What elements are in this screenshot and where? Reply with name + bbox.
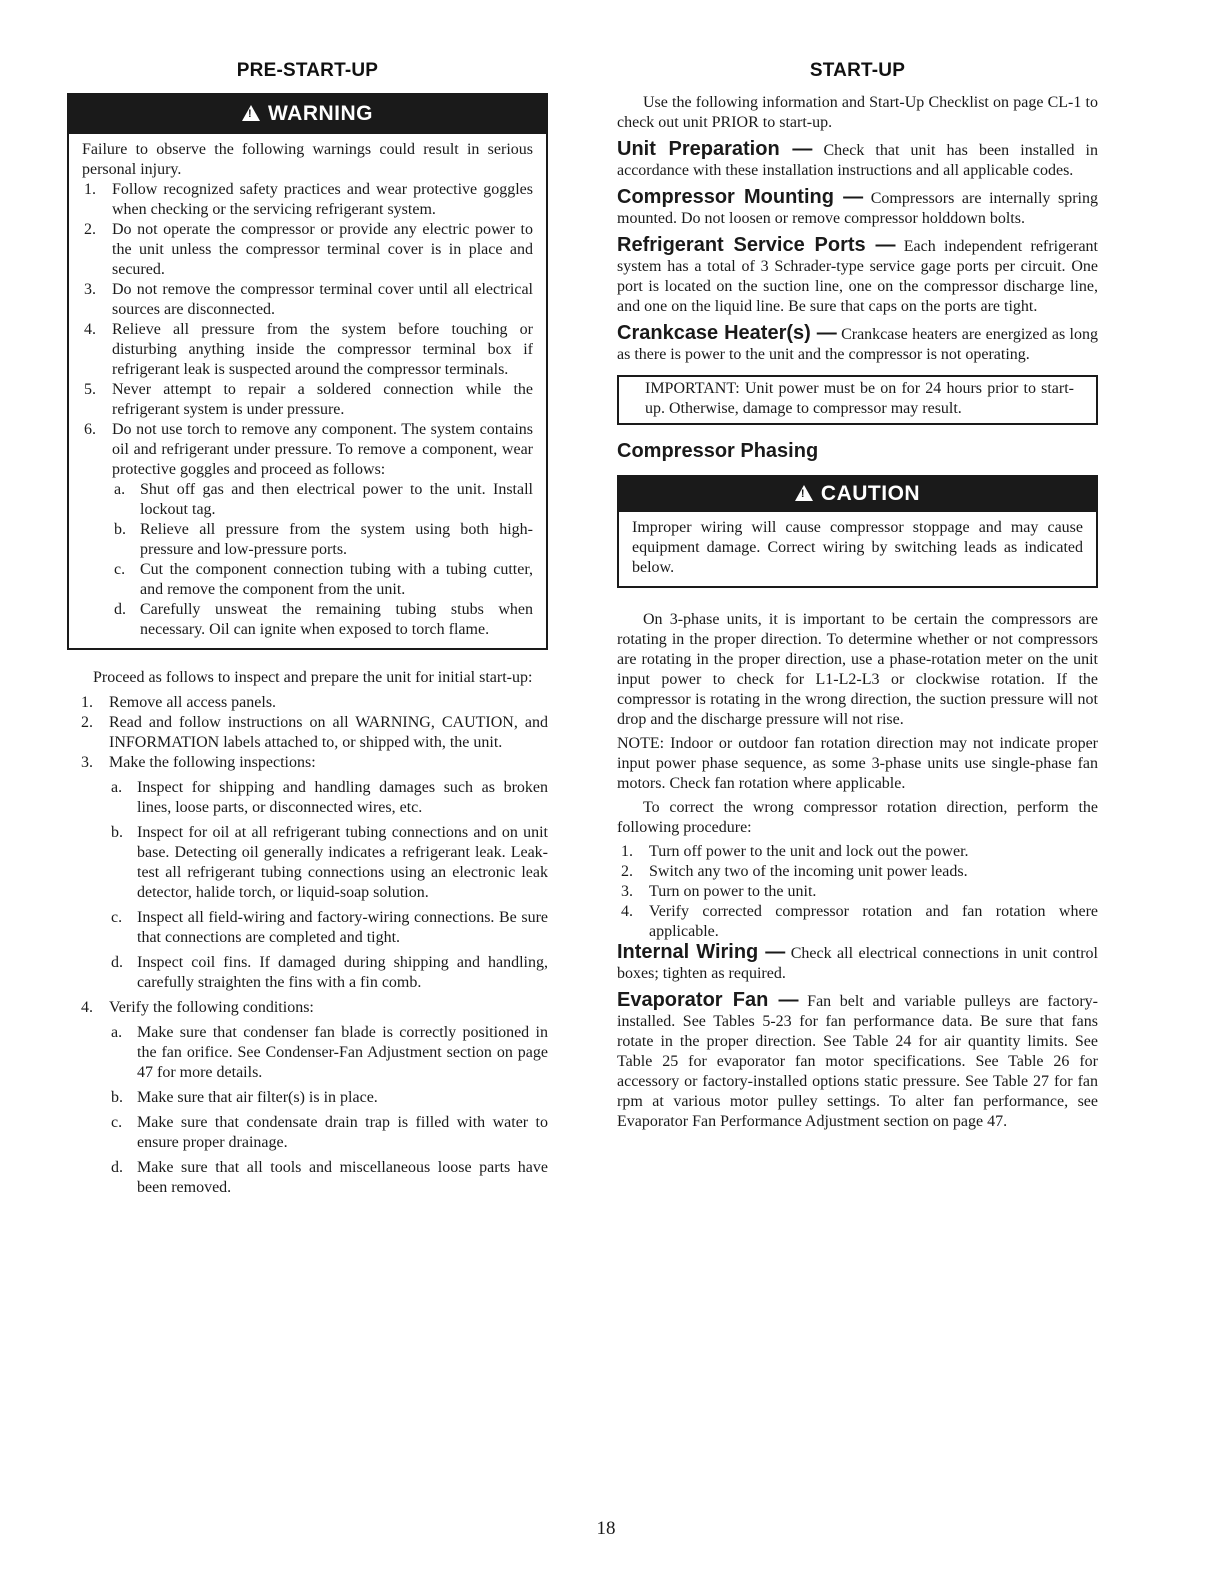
list-item: a. Shut off gas and then electrical power to the unit. Install lockout tag. — [114, 481, 533, 518]
warning-body — [69, 134, 546, 648]
list-item: 2. Read and follow instructions on all WARNING, CAUTION, and INFORMATION labels attached to, or shipped with, the unit. — [81, 714, 548, 751]
warning-list — [82, 180, 533, 640]
list-item: c. Inspect all field-wiring and factory-wiring connections. Be sure that connections are completed and tight. — [111, 909, 548, 946]
list-item: 3. Turn on power to the unit. — [621, 883, 817, 900]
list-item: 3. Do not remove the compressor terminal cover until all electrical sources are disconnected. — [84, 281, 533, 318]
list-item: 1. Turn off power to the unit and lock out the power. — [621, 843, 969, 860]
caution-triangle-icon — [795, 485, 813, 501]
right-column — [617, 60, 1098, 1138]
warning-triangle-icon — [242, 105, 260, 121]
phase-rotation-paragraph: On 3-phase units, it is important to be certain the compressors are rotating in the proper direction. To determine whether or not compressors are rotating in the proper direction, use a phase-rotation meter on the unit input power to check for L1-L2-L3 or clockwise rotation. If the compressor is rotating in the wrong direction, the suction pressure will not drop and the discharge pressure will not rise. — [617, 611, 1098, 728]
warning-label: WARNING — [268, 102, 373, 125]
warning-intro: Failure to observe the following warnings could result in serious personal injury. — [82, 141, 533, 178]
inspections-list — [109, 778, 548, 993]
list-item: a. Inspect for shipping and handling damages such as broken lines, loose parts, or disconnected wires, etc. — [111, 779, 548, 816]
list-item: b. Make sure that air filter(s) is in place. — [111, 1089, 378, 1106]
list-item: d. Inspect coil fins. If damaged during shipping and handling, carefully straighten the fins with a fin comb. — [111, 954, 548, 991]
start-up-intro: Use the following information and Start-Up Checklist on page CL-1 to check out unit PRIOR to start-up. — [617, 94, 1098, 131]
list-item: 4. Relieve all pressure from the system before touching or disturbing anything inside the compressor terminal box if refrigerant leak is suspected around the compressor terminals. — [84, 321, 533, 378]
compressor-phasing-title: Compressor Phasing — [617, 440, 819, 462]
note-paragraph: NOTE: Indoor or outdoor fan rotation direction may not indicate proper input power phase sequence, as some 3-phase units use single-phase fan motors. Check fan rotation where applicable. — [617, 735, 1098, 792]
steps-list — [67, 693, 548, 1198]
caution-body — [619, 512, 1096, 586]
crankcase-heater-paragraph: Crankcase Heater(s) — Crankcase heaters are energized as long as there is power to the unit and the compressor is not operating. — [617, 322, 1098, 363]
list-item: d. Make sure that all tools and miscellaneous loose parts have been removed. — [111, 1159, 548, 1196]
list-item: 1. Follow recognized safety practices and wear protective goggles when checking or the servicing refrigerant system. — [84, 181, 533, 218]
compressor-mounting-heading: Compressor Mounting — — [617, 186, 864, 208]
caution-header — [619, 477, 1096, 512]
important-notice: IMPORTANT: Unit power must be on for 24 hours prior to start-up. Otherwise, damage to compressor may result. — [645, 380, 1074, 417]
unit-preparation-paragraph: Unit Preparation — Check that unit has been installed in accordance with these installation instructions and all applicable codes. — [617, 138, 1099, 179]
warning-header — [69, 95, 546, 134]
proceed-intro: Proceed as follows to inspect and prepare the unit for initial start-up: — [93, 669, 533, 686]
pre-start-up-steps — [67, 668, 548, 1198]
warning-box — [67, 93, 548, 650]
list-item: 6. Do not use torch to remove any component. The system contains oil and refrigerant under pressure. To remove a component, wear protective goggles and proceed as follows: a. Shut off gas and then electrical power to the unit. Install lockout tag. b. Relieve all pressure from the system using both high-pressure and low-pressure ports. c. Cut the component connection tubing with a tubing cutter, and remove the component from the unit. d. Carefully unsweat the remaining tubing stubs when necessary. Oil can ignite when exposed to torch flame. — [84, 421, 533, 638]
caution-box — [617, 475, 1098, 588]
caution-label: CAUTION — [820, 482, 921, 505]
list-item: 5. Never attempt to repair a soldered connection while the refrigerant system is under pressure. — [84, 381, 533, 418]
procedure-list — [617, 842, 1098, 942]
list-item: b. Relieve all pressure from the system using both high-pressure and low-pressure ports. — [114, 521, 533, 558]
list-item: 2. Switch any two of the incoming unit power leads. — [621, 863, 968, 880]
list-item: 2. Do not operate the compressor or provide any electric power to the unit unless the compressor terminal cover is in place and secured. — [84, 221, 533, 278]
list-item: d. Carefully unsweat the remaining tubing stubs when necessary. Oil can ignite when exposed to torch flame. — [114, 601, 533, 638]
internal-wiring-paragraph: Internal Wiring — Check all electrical connections in unit control boxes; tighten as required. — [617, 941, 1098, 982]
list-item: 3. Make the following inspections: a. Inspect for shipping and handling damages such as broken lines, loose parts, or disconnected wires, etc. b. Inspect for oil at all refrigerant tubing connections and on unit base. Detecting oil generally indicates a refrigerant leak. Leak-test all refrigerant tubing connections using an electronic leak detector, halide torch, or liquid-soap solution. c. Inspect all field-wiring and factory-wiring connections. Be sure that connections are completed and tight. d. Inspect coil fins. If damaged during shipping and handling, carefully straighten the fins with a fin comb. — [81, 754, 548, 991]
unit-preparation-heading: Unit Preparation — — [617, 138, 813, 160]
list-item: 4. Verify corrected compressor rotation and fan rotation where applicable. — [621, 903, 1098, 940]
evaporator-fan-paragraph: Evaporator Fan — Fan belt and variable pulleys are factory-installed. See Tables 5-23 for fan performance data. Be sure that fans rotate in the proper direction. See Table 24 for air quantity limits. See Table 25 for evaporator fan motor specifications. See Table 26 for accessory or factory-installed options static pressure. See Table 27 for fan rpm at various motor pulley settings. To alter fan performance, see Evaporator Fan Performance Adjustment section on page 47. — [617, 989, 1098, 1130]
list-item: 1. Remove all access panels. — [81, 694, 277, 711]
service-ports-paragraph: Refrigerant Service Ports — Each independent refrigerant system has a total of 3 Schrader-type service gage ports per circuit. One port is located on the suction line, one on the compressor discharge line, and one on the liquid line. Be sure that caps on the ports are tight. — [617, 234, 1098, 315]
important-notice-box — [617, 375, 1098, 425]
list-item: c. Cut the component connection tubing with a tubing cutter, and remove the component from the unit. — [114, 561, 533, 598]
caution-text: Improper wiring will cause compressor stoppage and may cause equipment damage. Correct wiring by switching leads as indicated below. — [632, 519, 1083, 576]
service-ports-heading: Refrigerant Service Ports — — [617, 234, 896, 256]
list-item: c. Make sure that condensate drain trap is filled with water to ensure proper drainage. — [111, 1114, 548, 1151]
warning-sublist — [112, 480, 533, 640]
compressor-mounting-paragraph: Compressor Mounting — Compressors are internally spring mounted. Do not loosen or remove compressor holddown bolts. — [617, 186, 1098, 227]
start-up-content — [617, 93, 1098, 1132]
conditions-list — [109, 1023, 548, 1198]
left-column — [67, 60, 548, 1203]
correct-rotation-paragraph: To correct the wrong compressor rotation direction, perform the following procedure: — [617, 799, 1098, 836]
internal-wiring-heading: Internal Wiring — — [617, 941, 786, 963]
page-number: 18 — [596, 1518, 616, 1539]
list-item: 4. Verify the following conditions: a. Make sure that condenser fan blade is correctly positioned in the fan orifice. See Condenser-Fan Adjustment section on page 47 for more details. b. Make sure that air filter(s) is in place. c. Make sure that condensate drain trap is filled with water to ensure proper drainage. d. Make sure that all tools and miscellaneous loose parts have been removed. — [81, 999, 548, 1196]
crankcase-heater-heading: Crankcase Heater(s) — — [617, 322, 837, 344]
evaporator-fan-heading: Evaporator Fan — — [617, 989, 799, 1011]
pre-start-up-title: PRE-START-UP — [236, 60, 379, 81]
start-up-title: START-UP — [809, 60, 906, 81]
list-item: b. Inspect for oil at all refrigerant tubing connections and on unit base. Detecting oil generally indicates a refrigerant leak. Leak-test all refrigerant tubing connections using an electronic leak detector, halide torch, or liquid-soap solution. — [111, 824, 548, 901]
list-item: a. Make sure that condenser fan blade is correctly positioned in the fan orifice. See Condenser-Fan Adjustment section on page 47 for more details. — [111, 1024, 548, 1081]
